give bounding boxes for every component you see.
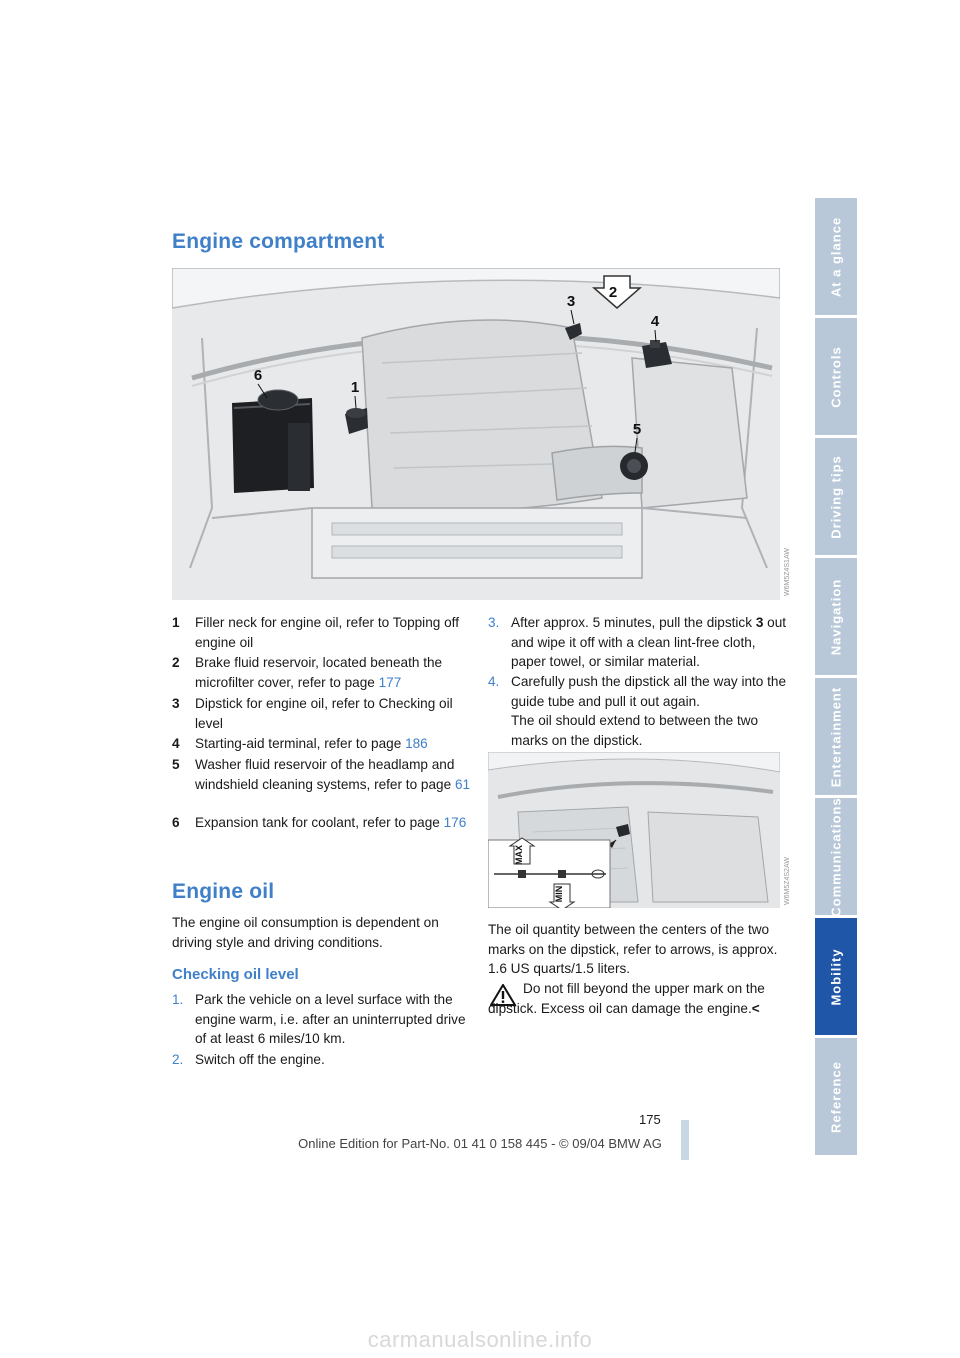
min-label: MIN bbox=[554, 885, 564, 903]
page-link-186[interactable]: 186 bbox=[405, 736, 428, 751]
tab-navigation[interactable]: Navigation bbox=[815, 558, 857, 675]
step-item: 2. Switch off the engine. bbox=[172, 1052, 325, 1067]
step-item: 4. Carefully push the dipstick all the way into the guide tube and pull it out again. The oil should extend to between the two marks on the dipstick. bbox=[488, 674, 787, 748]
figure2-code: W6M5Z4S2AW bbox=[784, 857, 791, 905]
list-item: 1 Filler neck for engine oil, refer to Topping off engine oil bbox=[172, 615, 459, 650]
step-item: 3. After approx. 5 minutes, pull the dipstick 3 out and wipe it off with a clean lint-free cloth, paper towel, or similar material. bbox=[488, 615, 787, 669]
list-item: 3 Dipstick for engine oil, refer to Checking oil level bbox=[172, 696, 453, 731]
callout-3: 3 bbox=[566, 293, 576, 310]
oil-quantity-text: The oil quantity between the centers of the two marks on the dipstick, refer to arrows, is approx. 1.6 US quarts/1.5 liters. bbox=[488, 922, 778, 976]
engine-compartment-figure bbox=[172, 268, 780, 600]
callout-2: 2 bbox=[608, 284, 618, 301]
footer: Online Edition for Part-No. 01 41 0 158 445 - © 09/04 BMW AG bbox=[298, 1136, 662, 1151]
list-item: 2 Brake fluid reservoir, located beneath the microfilter cover, refer to page 177 bbox=[172, 655, 443, 690]
step-item: 1. Park the vehicle on a level surface with the engine warm, i.e. after an uninterrupted drive of at least 6 miles/10 km. bbox=[172, 992, 466, 1046]
tab-reference[interactable]: Reference bbox=[815, 1038, 857, 1155]
tab-driving-tips[interactable]: Driving tips bbox=[815, 438, 857, 555]
list-item: 5 Washer fluid reservoir of the headlamp and windshield cleaning systems, refer to page 61 bbox=[172, 757, 471, 792]
heading-engine-oil: Engine oil bbox=[172, 880, 275, 903]
tab-communications[interactable]: Communications bbox=[815, 798, 857, 915]
callout-5: 5 bbox=[632, 421, 642, 438]
tab-mobility[interactable]: Mobility bbox=[815, 918, 857, 1035]
figure1-code: W6M5Z4S1AW bbox=[784, 548, 791, 596]
page-number: 175 bbox=[639, 1112, 661, 1127]
list-item: 6 Expansion tank for coolant, refer to page 176 bbox=[172, 815, 467, 830]
tab-entertainment[interactable]: Entertainment bbox=[815, 678, 857, 795]
heading-engine-compartment: Engine compartment bbox=[172, 230, 385, 253]
watermark: carmanualsonline.info bbox=[367, 1327, 593, 1352]
tab-at-a-glance[interactable]: At a glance bbox=[815, 198, 857, 315]
page-link-176[interactable]: 176 bbox=[443, 815, 467, 830]
page-link-177[interactable]: 177 bbox=[378, 674, 402, 690]
tab-controls[interactable]: Controls bbox=[815, 318, 857, 435]
dipstick-figure bbox=[488, 752, 780, 908]
callout-1: 1 bbox=[350, 379, 360, 396]
callout-6: 6 bbox=[253, 367, 263, 384]
section-tabs bbox=[815, 198, 857, 1158]
warning-text: Do not fill beyond the upper mark on the dipstick. Excess oil can damage the engine.< bbox=[488, 981, 765, 1016]
list-item: 4 Starting-aid terminal, refer to page 186 bbox=[172, 736, 428, 751]
callout-4: 4 bbox=[650, 313, 660, 330]
page-link-61[interactable]: 61 bbox=[454, 776, 471, 792]
heading-checking-oil-level: Checking oil level bbox=[172, 966, 299, 983]
engine-oil-intro: The engine oil consumption is dependent on driving style and driving conditions. bbox=[172, 915, 439, 950]
max-label: MAX bbox=[514, 845, 524, 865]
